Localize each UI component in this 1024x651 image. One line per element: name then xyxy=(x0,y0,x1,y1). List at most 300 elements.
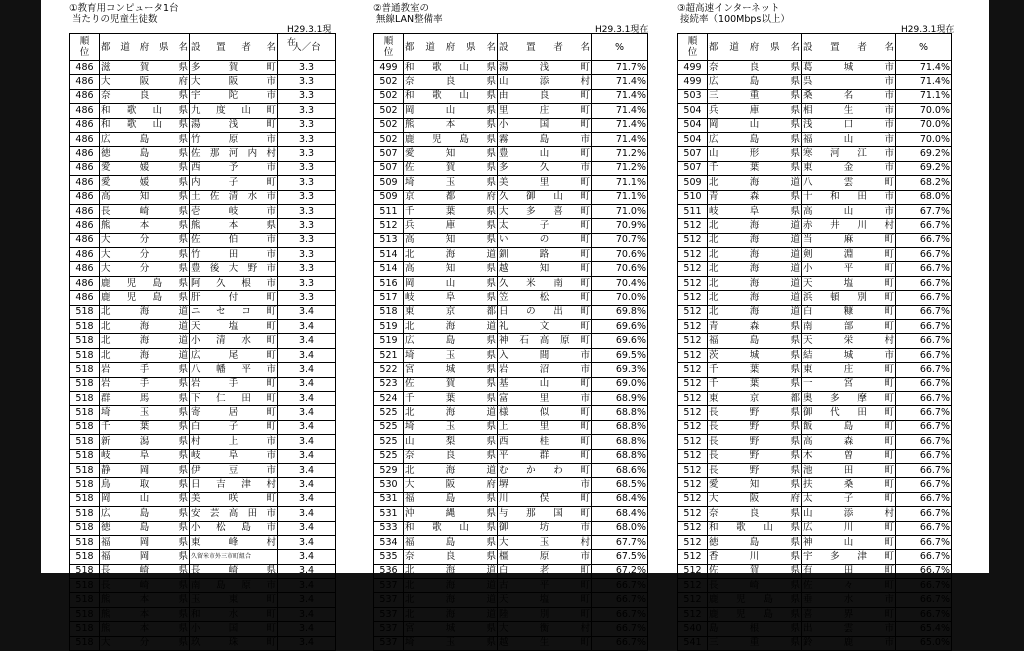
prefecture-cell: 鹿児島県 xyxy=(708,593,802,607)
table-row xyxy=(70,420,336,434)
table-row xyxy=(374,363,648,377)
table-row xyxy=(678,233,952,247)
rank-cell: 502 xyxy=(374,132,404,146)
municipality-cell: 小国町 xyxy=(498,118,592,132)
value-cell: 3.4 xyxy=(278,535,336,549)
prefecture-cell: 奈良県 xyxy=(404,75,498,89)
municipality-cell: 白老町 xyxy=(498,564,592,578)
table-row xyxy=(374,435,648,449)
prefecture-cell: 千葉県 xyxy=(404,204,498,218)
value-cell: 68.4% xyxy=(592,507,648,521)
value-cell: 3.3 xyxy=(278,219,336,233)
value-cell: 3.3 xyxy=(278,104,336,118)
table-row xyxy=(678,219,952,233)
ranking-table xyxy=(69,33,336,651)
prefecture-cell: 北海道 xyxy=(100,334,190,348)
prefecture-cell: 和歌山県 xyxy=(100,118,190,132)
value-cell: 69.6% xyxy=(592,334,648,348)
municipality-cell: 基山町 xyxy=(498,377,592,391)
rank-cell: 507 xyxy=(374,147,404,161)
value-cell: 66.7% xyxy=(896,449,952,463)
municipality-cell: むかわ町 xyxy=(498,463,592,477)
table-row xyxy=(70,463,336,477)
header-municipality: 設置者名 xyxy=(190,34,278,61)
value-cell: 71.4% xyxy=(896,61,952,75)
table-row xyxy=(70,276,336,290)
value-cell: 70.0% xyxy=(896,132,952,146)
prefecture-cell: 佐賀県 xyxy=(404,377,498,391)
table-row xyxy=(678,492,952,506)
table-row xyxy=(374,104,648,118)
table-row xyxy=(70,176,336,190)
value-cell: 66.7% xyxy=(896,377,952,391)
value-cell: 68.5% xyxy=(592,478,648,492)
prefecture-cell: 北海道 xyxy=(708,305,802,319)
rank-cell: 512 xyxy=(678,593,708,607)
rank-cell: 509 xyxy=(374,176,404,190)
value-cell: 66.7% xyxy=(592,622,648,636)
rank-cell: 522 xyxy=(374,363,404,377)
value-cell: 66.7% xyxy=(896,406,952,420)
municipality-cell: 富里市 xyxy=(498,391,592,405)
prefecture-cell: 三重県 xyxy=(708,636,802,650)
value-cell: 66.7% xyxy=(896,320,952,334)
table-row xyxy=(70,507,336,521)
municipality-cell: 様似町 xyxy=(498,406,592,420)
prefecture-cell: 東京都 xyxy=(404,305,498,319)
municipality-cell: 和水町 xyxy=(190,607,278,621)
municipality-cell: 南島原市 xyxy=(190,579,278,593)
municipality-cell: 太子町 xyxy=(802,492,896,506)
municipality-cell: 堺市 xyxy=(498,478,592,492)
municipality-cell: 天塩町 xyxy=(190,320,278,334)
prefecture-cell: 茨城県 xyxy=(708,348,802,362)
municipality-cell: 湯浅町 xyxy=(190,118,278,132)
rank-cell: 518 xyxy=(70,607,100,621)
rank-cell: 518 xyxy=(70,550,100,564)
municipality-cell: 美里町 xyxy=(498,176,592,190)
rank-cell: 524 xyxy=(374,391,404,405)
table-row xyxy=(70,262,336,276)
municipality-cell: 出雲市 xyxy=(802,622,896,636)
table-row xyxy=(70,550,336,564)
value-cell: 3.4 xyxy=(278,607,336,621)
prefecture-cell: 徳島県 xyxy=(100,147,190,161)
prefecture-cell: 群馬県 xyxy=(100,391,190,405)
value-cell: 3.4 xyxy=(278,463,336,477)
rank-cell: 502 xyxy=(374,89,404,103)
rank-cell: 518 xyxy=(70,507,100,521)
rank-cell: 519 xyxy=(374,334,404,348)
table-row xyxy=(678,132,952,146)
municipality-cell: 大玉村 xyxy=(498,535,592,549)
prefecture-cell: 北海道 xyxy=(100,320,190,334)
table-row xyxy=(70,363,336,377)
value-cell: 68.9% xyxy=(592,391,648,405)
table-row xyxy=(374,219,648,233)
municipality-cell: 多久市 xyxy=(498,161,592,175)
table-row xyxy=(374,579,648,593)
value-cell: 71.4% xyxy=(896,75,952,89)
table-row xyxy=(678,636,952,650)
municipality-cell: 肝付町 xyxy=(190,291,278,305)
rank-cell: 512 xyxy=(678,535,708,549)
table-row xyxy=(70,564,336,578)
rank-cell: 486 xyxy=(70,276,100,290)
table-row xyxy=(70,435,336,449)
rank-cell: 512 xyxy=(374,219,404,233)
table-row xyxy=(374,564,648,578)
municipality-cell: 有田町 xyxy=(802,564,896,578)
prefecture-cell: 広島県 xyxy=(100,507,190,521)
prefecture-cell: 埼玉県 xyxy=(404,636,498,650)
value-cell: 66.7% xyxy=(896,420,952,434)
municipality-cell: 奥多摩町 xyxy=(802,391,896,405)
header-prefecture: 都道府県名 xyxy=(708,34,802,61)
rank-cell: 534 xyxy=(374,535,404,549)
value-cell: 68.8% xyxy=(592,449,648,463)
table-row xyxy=(70,593,336,607)
prefecture-cell: 岐阜県 xyxy=(404,291,498,305)
table-row xyxy=(678,161,952,175)
rank-cell: 512 xyxy=(678,320,708,334)
value-cell: 66.7% xyxy=(896,276,952,290)
value-cell: 3.3 xyxy=(278,204,336,218)
prefecture-cell: 徳島県 xyxy=(708,535,802,549)
rank-cell: 518 xyxy=(70,348,100,362)
prefecture-cell: 愛媛県 xyxy=(100,176,190,190)
municipality-cell: 日の出町 xyxy=(498,305,592,319)
table-row xyxy=(678,248,952,262)
value-cell: 3.3 xyxy=(278,262,336,276)
table-row xyxy=(678,262,952,276)
prefecture-cell: 北海道 xyxy=(404,593,498,607)
header-value: % xyxy=(592,34,648,61)
prefecture-cell: 長野県 xyxy=(708,449,802,463)
value-cell: 71.4% xyxy=(592,89,648,103)
value-cell: 67.5% xyxy=(592,550,648,564)
municipality-cell: 十和田市 xyxy=(802,190,896,204)
table-row xyxy=(70,579,336,593)
municipality-cell: 木曽町 xyxy=(802,449,896,463)
prefecture-cell: 鹿児島県 xyxy=(404,132,498,146)
table-row xyxy=(678,75,952,89)
municipality-cell: 安芸高田市 xyxy=(190,507,278,521)
table-row xyxy=(678,435,952,449)
value-cell: 3.3 xyxy=(278,291,336,305)
rank-cell: 518 xyxy=(70,593,100,607)
municipality-cell: 池田町 xyxy=(802,463,896,477)
table-row xyxy=(374,262,648,276)
value-cell: 66.7% xyxy=(896,607,952,621)
table-row xyxy=(374,147,648,161)
municipality-cell: 小平町 xyxy=(802,262,896,276)
prefecture-cell: 鹿児島県 xyxy=(100,276,190,290)
rank-cell: 486 xyxy=(70,291,100,305)
rank-cell: 525 xyxy=(374,449,404,463)
table-row xyxy=(678,104,952,118)
value-cell: 3.4 xyxy=(278,492,336,506)
municipality-cell: 垂水市 xyxy=(802,593,896,607)
rank-cell: 512 xyxy=(678,463,708,477)
municipality-cell: 佐々町 xyxy=(802,579,896,593)
value-cell: 71.4% xyxy=(592,104,648,118)
municipality-cell: 玖珠町 xyxy=(190,636,278,650)
rank-cell: 518 xyxy=(70,478,100,492)
rank-cell: 512 xyxy=(678,435,708,449)
rank-cell: 518 xyxy=(70,622,100,636)
prefecture-cell: 岐阜県 xyxy=(708,204,802,218)
table-row xyxy=(678,463,952,477)
table-row xyxy=(678,579,952,593)
panel-date: H29.3.1現在 xyxy=(287,25,332,48)
value-cell: 3.3 xyxy=(278,233,336,247)
prefecture-cell: 岡山県 xyxy=(708,118,802,132)
rank-cell: 537 xyxy=(374,636,404,650)
table-row xyxy=(678,89,952,103)
municipality-cell: 山添村 xyxy=(802,507,896,521)
prefecture-cell: 千葉県 xyxy=(404,391,498,405)
prefecture-cell: 和歌山県 xyxy=(404,89,498,103)
value-cell: 3.4 xyxy=(278,593,336,607)
rank-cell: 518 xyxy=(70,579,100,593)
prefecture-cell: 奈良県 xyxy=(708,61,802,75)
municipality-cell: 久米南町 xyxy=(498,276,592,290)
rank-cell: 486 xyxy=(70,204,100,218)
prefecture-cell: 北海道 xyxy=(708,291,802,305)
prefecture-cell: 鹿児島県 xyxy=(100,291,190,305)
rank-cell: 512 xyxy=(678,449,708,463)
prefecture-cell: 和歌山県 xyxy=(708,521,802,535)
rank-cell: 536 xyxy=(374,564,404,578)
municipality-cell: 剣淵町 xyxy=(802,248,896,262)
rank-cell: 486 xyxy=(70,233,100,247)
table-row xyxy=(678,550,952,564)
table-row xyxy=(374,521,648,535)
value-cell: 71.4% xyxy=(592,118,648,132)
value-cell: 71.1% xyxy=(592,190,648,204)
rank-cell: 512 xyxy=(678,276,708,290)
prefecture-cell: 北海道 xyxy=(100,305,190,319)
table-row xyxy=(374,636,648,650)
table-row xyxy=(678,348,952,362)
value-cell: 66.7% xyxy=(896,463,952,477)
municipality-cell: 内子町 xyxy=(190,176,278,190)
municipality-cell: 飯島町 xyxy=(802,420,896,434)
rank-cell: 521 xyxy=(374,348,404,362)
prefecture-cell: 北海道 xyxy=(404,320,498,334)
prefecture-cell: 大分県 xyxy=(100,262,190,276)
rank-cell: 512 xyxy=(678,391,708,405)
prefecture-cell: 鹿児島県 xyxy=(708,607,802,621)
municipality-cell: ニセコ町 xyxy=(190,305,278,319)
value-cell: 3.3 xyxy=(278,61,336,75)
value-cell: 67.7% xyxy=(592,535,648,549)
value-cell: 66.7% xyxy=(896,550,952,564)
municipality-cell: 寒河江市 xyxy=(802,147,896,161)
municipality-cell: 八幡平市 xyxy=(190,363,278,377)
prefecture-cell: 鳥取県 xyxy=(100,478,190,492)
municipality-cell: 由良町 xyxy=(498,89,592,103)
table-row xyxy=(374,391,648,405)
header-rank: 順 位 xyxy=(70,34,100,61)
value-cell: 3.4 xyxy=(278,507,336,521)
rank-cell: 512 xyxy=(678,262,708,276)
rank-cell: 486 xyxy=(70,248,100,262)
table-row xyxy=(678,406,952,420)
municipality-cell: 長崎県 xyxy=(190,564,278,578)
rank-cell: 537 xyxy=(374,579,404,593)
municipality-cell: 平群町 xyxy=(498,449,592,463)
prefecture-cell: 滋賀県 xyxy=(100,61,190,75)
value-cell: 71.2% xyxy=(592,147,648,161)
rank-cell: 486 xyxy=(70,262,100,276)
value-cell: 66.7% xyxy=(896,334,952,348)
rank-cell: 518 xyxy=(70,391,100,405)
rank-cell: 530 xyxy=(374,478,404,492)
value-cell: 68.0% xyxy=(592,521,648,535)
table-row xyxy=(678,61,952,75)
municipality-cell: 里庄町 xyxy=(498,104,592,118)
table-row xyxy=(70,190,336,204)
prefecture-cell: 千葉県 xyxy=(708,363,802,377)
rank-cell: 525 xyxy=(374,406,404,420)
rank-cell: 537 xyxy=(374,593,404,607)
municipality-cell: 八雲町 xyxy=(802,176,896,190)
municipality-cell: 天塩町 xyxy=(498,593,592,607)
prefecture-cell: 長崎県 xyxy=(100,579,190,593)
value-cell: 66.7% xyxy=(896,248,952,262)
table-row xyxy=(70,334,336,348)
value-cell: 3.4 xyxy=(278,377,336,391)
value-cell: 3.3 xyxy=(278,118,336,132)
prefecture-cell: 高知県 xyxy=(404,233,498,247)
header-rank: 順 位 xyxy=(374,34,404,61)
table-row xyxy=(374,291,648,305)
value-cell: 3.4 xyxy=(278,334,336,348)
table-row xyxy=(70,521,336,535)
table-row xyxy=(678,276,952,290)
table-header-row xyxy=(374,34,648,61)
prefecture-cell: 三重県 xyxy=(708,89,802,103)
table-row xyxy=(374,161,648,175)
rank-cell: 523 xyxy=(374,377,404,391)
value-cell: 66.7% xyxy=(896,391,952,405)
rank-cell: 535 xyxy=(374,550,404,564)
prefecture-cell: 奈良県 xyxy=(404,550,498,564)
municipality-cell: 高山市 xyxy=(802,204,896,218)
table-row xyxy=(374,406,648,420)
municipality-cell: 小国町 xyxy=(190,622,278,636)
prefecture-cell: 長野県 xyxy=(708,435,802,449)
document-page xyxy=(41,0,989,649)
panel-title: ③超高速インターネット 接続率（100Mbps以上） xyxy=(677,3,790,25)
header-prefecture: 都道府県名 xyxy=(404,34,498,61)
table-row xyxy=(678,320,952,334)
rank-cell: 502 xyxy=(374,75,404,89)
prefecture-cell: 北海道 xyxy=(404,564,498,578)
prefecture-cell: 北海道 xyxy=(100,348,190,362)
rank-cell: 512 xyxy=(678,233,708,247)
rank-cell: 504 xyxy=(678,104,708,118)
value-cell: 66.7% xyxy=(592,636,648,650)
value-cell: 71.4% xyxy=(592,75,648,89)
municipality-cell: 寄居町 xyxy=(190,406,278,420)
value-cell: 66.7% xyxy=(896,262,952,276)
municipality-cell: 山添村 xyxy=(498,75,592,89)
prefecture-cell: 北海道 xyxy=(404,406,498,420)
prefecture-cell: 埼玉県 xyxy=(404,348,498,362)
rank-cell: 518 xyxy=(70,363,100,377)
rank-cell: 512 xyxy=(678,377,708,391)
rank-cell: 512 xyxy=(678,248,708,262)
table-row xyxy=(374,449,648,463)
header-value: 人／台 xyxy=(278,34,336,61)
municipality-cell: 白子町 xyxy=(190,420,278,434)
rank-cell: 514 xyxy=(374,262,404,276)
value-cell: 66.7% xyxy=(896,363,952,377)
table-row xyxy=(70,248,336,262)
rank-cell: 486 xyxy=(70,89,100,103)
prefecture-cell: 宮城県 xyxy=(404,363,498,377)
rank-cell: 525 xyxy=(374,435,404,449)
municipality-cell: 竹原市 xyxy=(190,132,278,146)
value-cell: 68.6% xyxy=(592,463,648,477)
value-cell: 3.4 xyxy=(278,320,336,334)
ranking-table xyxy=(373,33,648,651)
rank-cell: 518 xyxy=(70,535,100,549)
value-cell: 69.0% xyxy=(592,377,648,391)
value-cell: 69.6% xyxy=(592,320,648,334)
prefecture-cell: 福岡県 xyxy=(100,535,190,549)
table-row xyxy=(70,219,336,233)
prefecture-cell: 福島県 xyxy=(708,334,802,348)
table-row xyxy=(70,449,336,463)
table-header-row xyxy=(678,34,952,61)
prefecture-cell: 北海道 xyxy=(708,276,802,290)
table-row xyxy=(374,507,648,521)
municipality-cell: 大阪市 xyxy=(190,75,278,89)
value-cell: 3.4 xyxy=(278,420,336,434)
rank-cell: 509 xyxy=(374,190,404,204)
table-row xyxy=(678,176,952,190)
table-row xyxy=(678,449,952,463)
value-cell: 70.9% xyxy=(592,219,648,233)
table-row xyxy=(70,104,336,118)
municipality-cell: 相生市 xyxy=(802,104,896,118)
prefecture-cell: 宮城県 xyxy=(404,622,498,636)
rank-cell: 486 xyxy=(70,61,100,75)
prefecture-cell: 高知県 xyxy=(404,262,498,276)
prefecture-cell: 長野県 xyxy=(708,406,802,420)
municipality-cell: 喜界町 xyxy=(802,607,896,621)
rank-cell: 518 xyxy=(70,636,100,650)
table-row xyxy=(70,61,336,75)
rank-cell: 518 xyxy=(70,334,100,348)
municipality-cell: 岐阜市 xyxy=(190,449,278,463)
rank-cell: 512 xyxy=(678,478,708,492)
prefecture-cell: 和歌山県 xyxy=(404,61,498,75)
prefecture-cell: 埼玉県 xyxy=(100,406,190,420)
prefecture-cell: 熊本県 xyxy=(404,118,498,132)
value-cell: 3.3 xyxy=(278,276,336,290)
municipality-cell: 下仁田町 xyxy=(190,391,278,405)
value-cell: 71.4% xyxy=(592,132,648,146)
prefecture-cell: 愛知県 xyxy=(404,147,498,161)
rank-cell: 512 xyxy=(678,607,708,621)
rank-cell: 512 xyxy=(678,406,708,420)
value-cell: 66.7% xyxy=(896,535,952,549)
